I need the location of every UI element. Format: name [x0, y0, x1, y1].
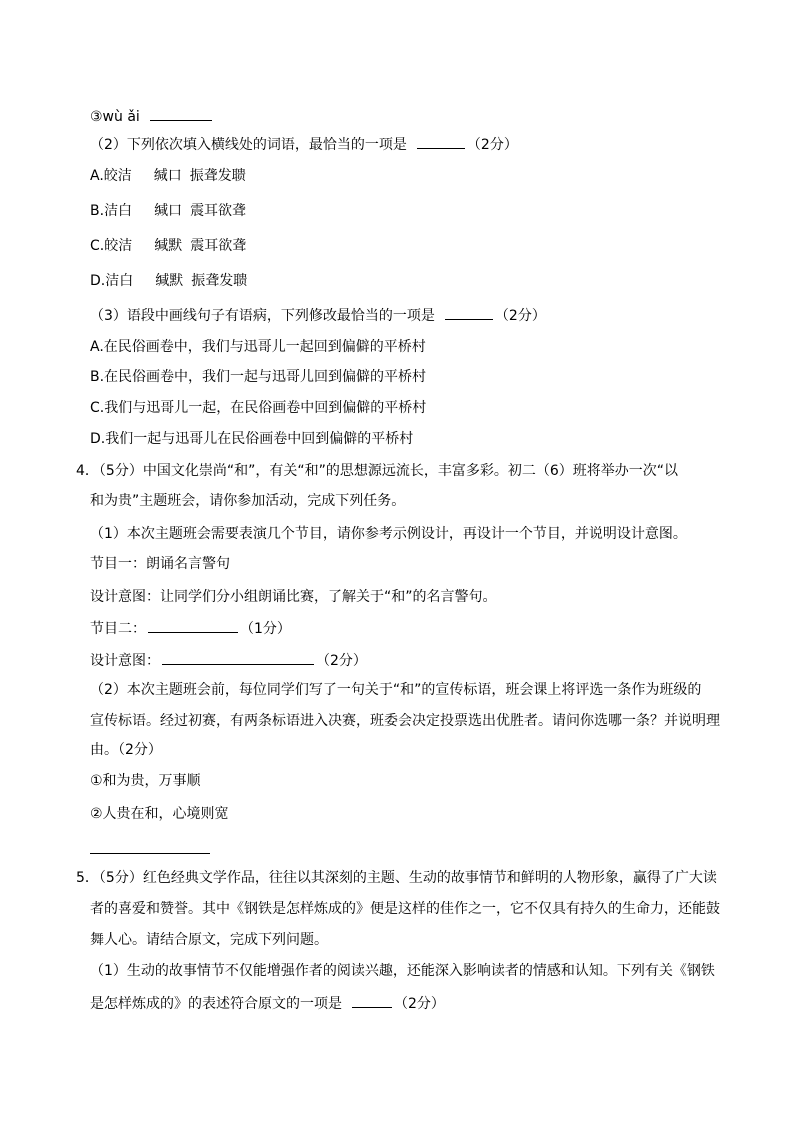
- answer-line[interactable]: [90, 853, 210, 854]
- option-word: 震耳欲聋: [190, 238, 247, 254]
- q3-sub3-option-d: D.我们一起与迅哥儿在民俗画卷中回到偏僻的平桥村: [90, 431, 414, 447]
- q3-sub2-option-a: [90, 167, 246, 185]
- pinyin-text: ③wù ǎi: [90, 109, 140, 125]
- q3-sub2-option-d: [90, 272, 247, 290]
- q4-program2: [90, 618, 291, 636]
- q3-sub2-stem: [90, 134, 518, 152]
- answer-blank[interactable]: [352, 993, 392, 1008]
- option-label: D.: [90, 273, 106, 289]
- pinyin-item-3: [90, 106, 214, 124]
- answer-blank[interactable]: [148, 618, 238, 633]
- stem-text: （3）语段中画线句子有语病，下列修改最恰当的一项是: [90, 308, 435, 324]
- score: （2分）: [494, 308, 546, 324]
- q5-sub1: （1）生动的故事情节不仅能增强作者的阅读兴趣，还能深入影响读者的情感和认知。下列有关《钢铁: [90, 963, 715, 979]
- q3-sub3-option-a: A.在民俗画卷中，我们与迅哥儿一起回到偏僻的平桥村: [90, 339, 426, 355]
- program2-label: 节目二：: [90, 621, 146, 637]
- q3-sub3-option-c: C.我们与迅哥儿一起，在民俗画卷中回到偏僻的平桥村: [90, 400, 427, 416]
- q4-program1: 节目一：朗诵名言警句: [90, 556, 230, 572]
- option-word: 缄口: [153, 168, 182, 184]
- q4-first-line: [76, 462, 678, 480]
- q3-sub3-stem: [90, 305, 546, 323]
- q5-intro: （5分）红色经典文学作品，往往以其深刻的主题、生动的故事情节和鲜明的人物形象，赢得了广大读: [98, 870, 717, 886]
- q4-sub2-cont2: 由。（2分）: [90, 742, 162, 758]
- option-word: 振聋发聩: [191, 273, 248, 289]
- q4-sub2: （2）本次主题班会前，每位同学们写了一句关于“和”的宣传标语，班会课上将评选一条作为班级的: [90, 682, 702, 698]
- q5-intro-cont2: 舞人心。请结合原文，完成下列问题。: [90, 932, 328, 948]
- option-word: 皎洁: [103, 168, 132, 184]
- answer-blank[interactable]: [445, 305, 493, 320]
- answer-blank[interactable]: [417, 134, 465, 149]
- q5-sub1-cont: [90, 993, 445, 1011]
- q3-sub3-option-b: B.在民俗画卷中，我们一起与迅哥儿回到偏僻的平桥村: [90, 369, 427, 385]
- q3-sub2-option-c: [90, 237, 246, 255]
- q4-intent1: 设计意图：让同学们分小组朗诵比赛，了解关于“和”的名言警句。: [90, 589, 497, 605]
- stem-text: 是怎样炼成的》的表述符合原文的一项是: [90, 996, 342, 1012]
- q4-intro: （5分）中国文化崇尚“和”，有关“和”的思想源远流长，丰富多彩。初二（6）班将举办一次“以: [98, 463, 678, 479]
- q4-sub2-cont: 宣传标语。经过初赛，有两条标语进入决赛，班委会决定投票选出优胜者。请问你选哪一条？并说明理: [90, 713, 720, 729]
- q4-slogan1: ①和为贵，万事顺: [90, 773, 201, 789]
- option-word: 缄口: [154, 203, 183, 219]
- q4-sub1: （1）本次主题班会需要表演几个节目，请你参考示例设计，再设计一个节目，并说明设计意图。: [90, 526, 687, 542]
- option-label: A.: [90, 168, 104, 184]
- score: （2分）: [316, 653, 367, 669]
- score: （1分）: [240, 621, 291, 637]
- option-word: 洁白: [104, 203, 133, 219]
- option-word: 皎洁: [104, 238, 133, 254]
- q5-number: 5．: [76, 870, 99, 886]
- q5-first-line: [76, 869, 717, 887]
- intent2-label: 设计意图：: [90, 653, 160, 669]
- answer-blank[interactable]: [162, 650, 314, 665]
- q4-intro-cont: 和为贵”主题班会，请你参加活动，完成下列任务。: [90, 493, 406, 509]
- option-word: 震耳欲聋: [190, 203, 247, 219]
- q4-number: 4．: [76, 463, 99, 479]
- option-word: 缄默: [154, 238, 183, 254]
- option-label: B.: [90, 203, 105, 219]
- option-word: 振聋发聩: [189, 168, 246, 184]
- stem-text: （2）下列依次填入横线处的词语，最恰当的一项是: [90, 137, 407, 153]
- option-word: 洁白: [105, 273, 134, 289]
- q5-intro-cont: 者的喜爱和赞誉。其中《钢铁是怎样炼成的》便是这样的佳作之一，它不仅具有持久的生命力，还能鼓: [90, 901, 720, 917]
- answer-blank[interactable]: [150, 106, 212, 121]
- score: （2分）: [466, 137, 518, 153]
- q4-slogan2: ②人贵在和，心境则宽: [90, 806, 229, 822]
- q3-sub2-option-b: [90, 202, 246, 220]
- score: （2分）: [394, 996, 445, 1012]
- q4-intent2: [90, 650, 367, 668]
- option-label: C.: [90, 238, 105, 254]
- option-word: 缄默: [155, 273, 184, 289]
